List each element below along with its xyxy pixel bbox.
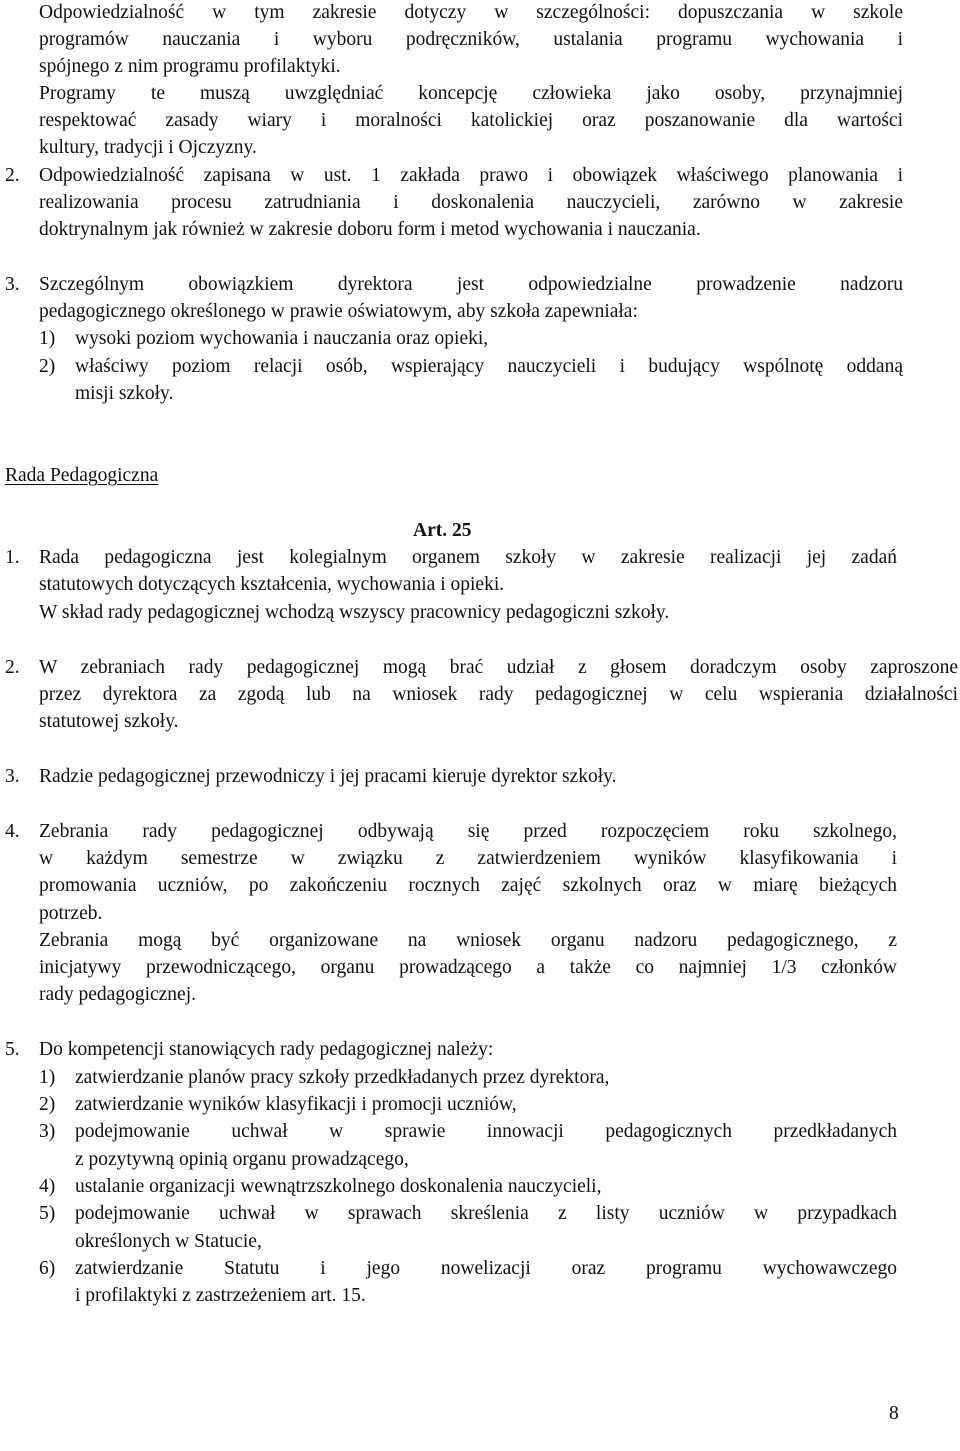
paragraph-number: 3. xyxy=(5,766,20,787)
text-line: doktrynalnym jak również w zakresie doboru form i metod wychowania i nauczania. xyxy=(39,219,701,240)
list-item-number: 1) xyxy=(39,1067,56,1088)
list-item-number: 4) xyxy=(39,1176,56,1197)
text-line: statutowej szkoły. xyxy=(39,711,179,732)
section-heading: Rada Pedagogiczna xyxy=(5,465,159,486)
text-line: rady pedagogicznej. xyxy=(39,984,197,1005)
list-item: i profilaktyki z zastrzeżeniem art. 15. xyxy=(75,1285,366,1306)
list-item: zatwierdzanie Statutu i jego nowelizacji oraz programu wychowawczego xyxy=(75,1258,897,1279)
list-item: z pozytywną opinią organu prowadzącego, xyxy=(75,1149,409,1170)
text-line: statutowych dotyczących kształcenia, wychowania i opieki. xyxy=(39,574,505,595)
paragraph-number: 5. xyxy=(5,1039,20,1060)
text-line: Zebrania rady pedagogicznej odbywają się przed rozpoczęciem roku szkolnego, xyxy=(39,821,897,842)
text-line: Szczególnym obowiązkiem dyrektora jest odpowiedzialne prowadzenie nadzoru xyxy=(39,274,903,295)
text-line: W skład rady pedagogicznej wchodzą wszyscy pracownicy pedagogiczni szkoły. xyxy=(39,602,670,623)
text-line: pedagogicznego określonego w prawie oświatowym, aby szkoła zapewniała: xyxy=(39,301,638,322)
text-line: Zebrania mogą być organizowane na wniosek organu nadzoru pedagogicznego, z xyxy=(39,930,897,951)
text-line: przez dyrektora za zgodą lub na wniosek rady pedagogicznej w celu wspierania działalności xyxy=(39,684,958,705)
list-item-number: 5) xyxy=(39,1203,56,1224)
text-line: Do kompetencji stanowiących rady pedagogicznej należy: xyxy=(39,1039,494,1060)
list-item-number: 3) xyxy=(39,1121,56,1142)
list-item: zatwierdzanie planów pracy szkoły przedkładanych przez dyrektora, xyxy=(75,1067,610,1088)
text-line: programów nauczania i wyboru podręczników, ustalania programu wychowania i xyxy=(39,29,903,50)
text-line: Programy te muszą uwzględniać koncepcję człowieka jako osoby, przynajmniej xyxy=(39,83,903,104)
list-item-number: 1) xyxy=(39,328,56,349)
list-item: misji szkoły. xyxy=(75,383,174,404)
paragraph-number: 2. xyxy=(5,657,20,678)
article-title: Art. 25 xyxy=(413,520,472,541)
text-line: Odpowiedzialność zapisana w ust. 1 zakłada prawo i obowiązek właściwego planowania i xyxy=(39,165,903,186)
text-line: inicjatywy przewodniczącego, organu prowadzącego a także co najmniej 1/3 członków xyxy=(39,957,897,978)
text-line: Radzie pedagogicznej przewodniczy i jej pracami kieruje dyrektor szkoły. xyxy=(39,766,617,787)
text-line: spójnego z nim programu profilaktyki. xyxy=(39,56,341,77)
list-item-number: 2) xyxy=(39,1094,56,1115)
page-number: 8 xyxy=(889,1403,899,1424)
list-item-number: 2) xyxy=(39,356,56,377)
list-item: określonych w Statucie, xyxy=(75,1231,262,1252)
text-line: Odpowiedzialność w tym zakresie dotyczy w szczególności: dopuszczania w szkole xyxy=(39,2,903,23)
text-line: realizowania procesu zatrudniania i doskonalenia nauczycieli, zarówno w zakresie xyxy=(39,192,903,213)
list-item-number: 6) xyxy=(39,1258,56,1279)
text-line: Rada pedagogiczna jest kolegialnym organem szkoły w zakresie realizacji jej zadań xyxy=(39,547,897,568)
list-item: podejmowanie uchwał w sprawach skreślenia z listy uczniów w przypadkach xyxy=(75,1203,897,1224)
paragraph-number: 4. xyxy=(5,821,20,842)
list-item: wysoki poziom wychowania i nauczania oraz opieki, xyxy=(75,328,489,349)
text-line: W zebraniach rady pedagogicznej mogą brać udział z głosem doradczym osoby zaproszone xyxy=(39,657,958,678)
text-line: promowania uczniów, po zakończeniu rocznych zajęć szkolnych oraz w miarę bieżących xyxy=(39,875,897,896)
paragraph-number: 3. xyxy=(5,274,20,295)
text-line: respektować zasady wiary i moralności katolickiej oraz poszanowanie dla wartości xyxy=(39,110,903,131)
list-item: ustalanie organizacji wewnątrzszkolnego doskonalenia nauczycieli, xyxy=(75,1176,602,1197)
paragraph-number: 1. xyxy=(5,547,20,568)
paragraph-number: 2. xyxy=(5,165,20,186)
list-item: podejmowanie uchwał w sprawie innowacji pedagogicznych przedkładanych xyxy=(75,1121,897,1142)
text-line: potrzeb. xyxy=(39,903,103,924)
text-line: kultury, tradycji i Ojczyzny. xyxy=(39,137,257,158)
list-item: zatwierdzanie wyników klasyfikacji i promocji uczniów, xyxy=(75,1094,517,1115)
list-item: właściwy poziom relacji osób, wspierający nauczycieli i budujący wspólnotę oddaną xyxy=(75,356,903,377)
text-line: w każdym semestrze w związku z zatwierdzeniem wyników klasyfikowania i xyxy=(39,848,897,869)
